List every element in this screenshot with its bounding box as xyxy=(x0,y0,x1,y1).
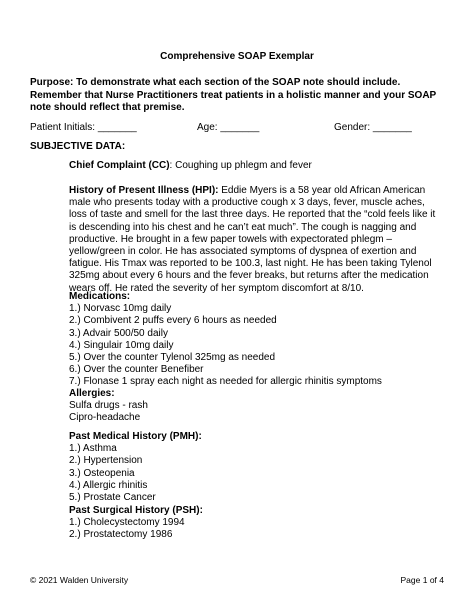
document-title: Comprehensive SOAP Exemplar xyxy=(160,51,314,62)
pmh-item: 2.) Hypertension xyxy=(69,455,143,467)
hpi-text: Eddie Myers is a 58 year old African American male who presents today with a productive cough x 3 days, fever, muscle aches, loss of taste and smell for the last three days. He reported that the “cold feels like it is descending into his chest and he can’t eat much”. The cough is nagging and productive. He brought in a few paper towels with expectorated phlegm – yellow/green in color. He has associated symptoms of dyspnea of exertion and fatigue. His Tmax was reported to be 100.3, last night. He has been taking Tylenol 325mg about every 6 hours and the fever breaks, but returns after the medication wears off. He rated the severity of her symptom discomfort at 8/10. xyxy=(69,185,436,294)
medication-item: 6.) Over the counter Benefiber xyxy=(69,364,204,376)
hpi-label: History of Present Illness (HPI): xyxy=(69,185,219,196)
subjective-data-heading: SUBJECTIVE DATA: xyxy=(30,141,126,152)
patient-initials-field: Patient Initials: _______ xyxy=(30,122,137,133)
footer-copyright: © 2021 Walden University xyxy=(30,575,129,585)
chief-complaint xyxy=(69,160,441,172)
psh-item: 1.) Cholecystectomy 1994 xyxy=(69,517,185,529)
psh-section xyxy=(69,505,441,542)
pmh-section xyxy=(69,431,441,504)
allergies-label: Allergies: xyxy=(69,388,115,399)
medication-item: 3.) Advair 500/50 daily xyxy=(69,327,168,339)
pmh-item: 1.) Asthma xyxy=(69,443,117,455)
gender-field: Gender: _______ xyxy=(334,122,412,133)
chief-complaint-label: Chief Complaint (CC) xyxy=(69,160,170,171)
pmh-item: 4.) Allergic rhinitis xyxy=(69,479,148,491)
medication-item: 1.) Norvasc 10mg daily xyxy=(69,303,172,315)
medication-item: 7.) Flonase 1 spray each night as needed for allergic rhinitis symptoms xyxy=(69,376,382,388)
footer-page-number: Page 1 of 4 xyxy=(400,575,444,585)
medications-section xyxy=(69,291,441,389)
medications-label: Medications: xyxy=(69,291,131,302)
allergy-item: Sulfa drugs - rash xyxy=(69,400,148,412)
pmh-item: 5.) Prostate Cancer xyxy=(69,492,156,504)
purpose-statement: Purpose: To demonstrate what each section of the SOAP note should include. Remember that Nurse Practitioners treat patients in a holistic manner and your SOAP note should reflect that premise. xyxy=(30,77,437,113)
pmh-label: Past Medical History (PMH): xyxy=(69,431,202,442)
hpi-paragraph xyxy=(69,185,441,295)
chief-complaint-text: : Coughing up phlegm and fever xyxy=(169,160,312,171)
pmh-item: 3.) Osteopenia xyxy=(69,467,135,479)
allergy-item: Cipro-headache xyxy=(69,412,141,424)
medication-item: 2.) Combivent 2 puffs every 6 hours as needed xyxy=(69,315,277,327)
medication-item: 4.) Singulair 10mg daily xyxy=(69,339,174,351)
allergies-section xyxy=(69,388,441,425)
psh-label: Past Surgical History (PSH): xyxy=(69,505,203,516)
psh-item: 2.) Prostatectomy 1986 xyxy=(69,529,173,541)
age-field: Age: _______ xyxy=(197,122,260,133)
medication-item: 5.) Over the counter Tylenol 325mg as needed xyxy=(69,352,276,364)
